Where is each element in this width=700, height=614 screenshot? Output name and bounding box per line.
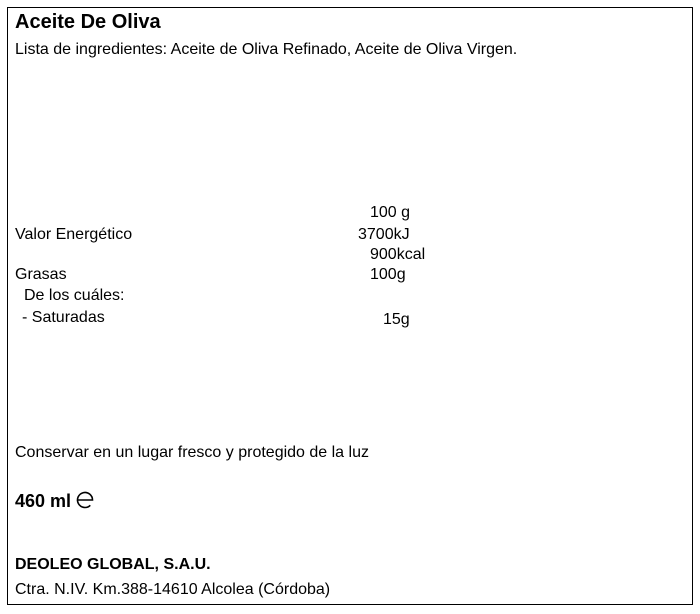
- nutrient-label: - Saturadas: [22, 309, 105, 326]
- product-title: Aceite De Oliva: [15, 11, 161, 33]
- nutrient-value: 100g: [370, 266, 406, 283]
- per-100g-header: 100 g: [370, 204, 411, 221]
- nutrient-value-kcal: 900kcal: [370, 246, 426, 263]
- estimated-sign-icon: [75, 490, 95, 513]
- label-frame: [7, 7, 693, 605]
- quantity-amount: 460 ml: [15, 491, 72, 511]
- nutrient-label: Valor Energético: [15, 226, 133, 243]
- nutrient-value-kj: 3700kJ: [358, 226, 410, 243]
- nutrient-value: 15g: [383, 311, 410, 328]
- nutrient-label: De los cuáles:: [24, 287, 125, 304]
- nutrient-label: Grasas: [15, 266, 67, 283]
- ingredients-list: Lista de ingredientes: Aceite de Oliva Refinado, Aceite de Oliva Virgen.: [15, 41, 518, 58]
- net-quantity: [15, 490, 95, 513]
- company-address: Ctra. N.IV. Km.388-14610 Alcolea (Córdoba): [15, 581, 331, 598]
- company-name: DEOLEO GLOBAL, S.A.U.: [15, 556, 211, 573]
- storage-instructions: Conservar en un lugar fresco y protegido de la luz: [15, 444, 369, 461]
